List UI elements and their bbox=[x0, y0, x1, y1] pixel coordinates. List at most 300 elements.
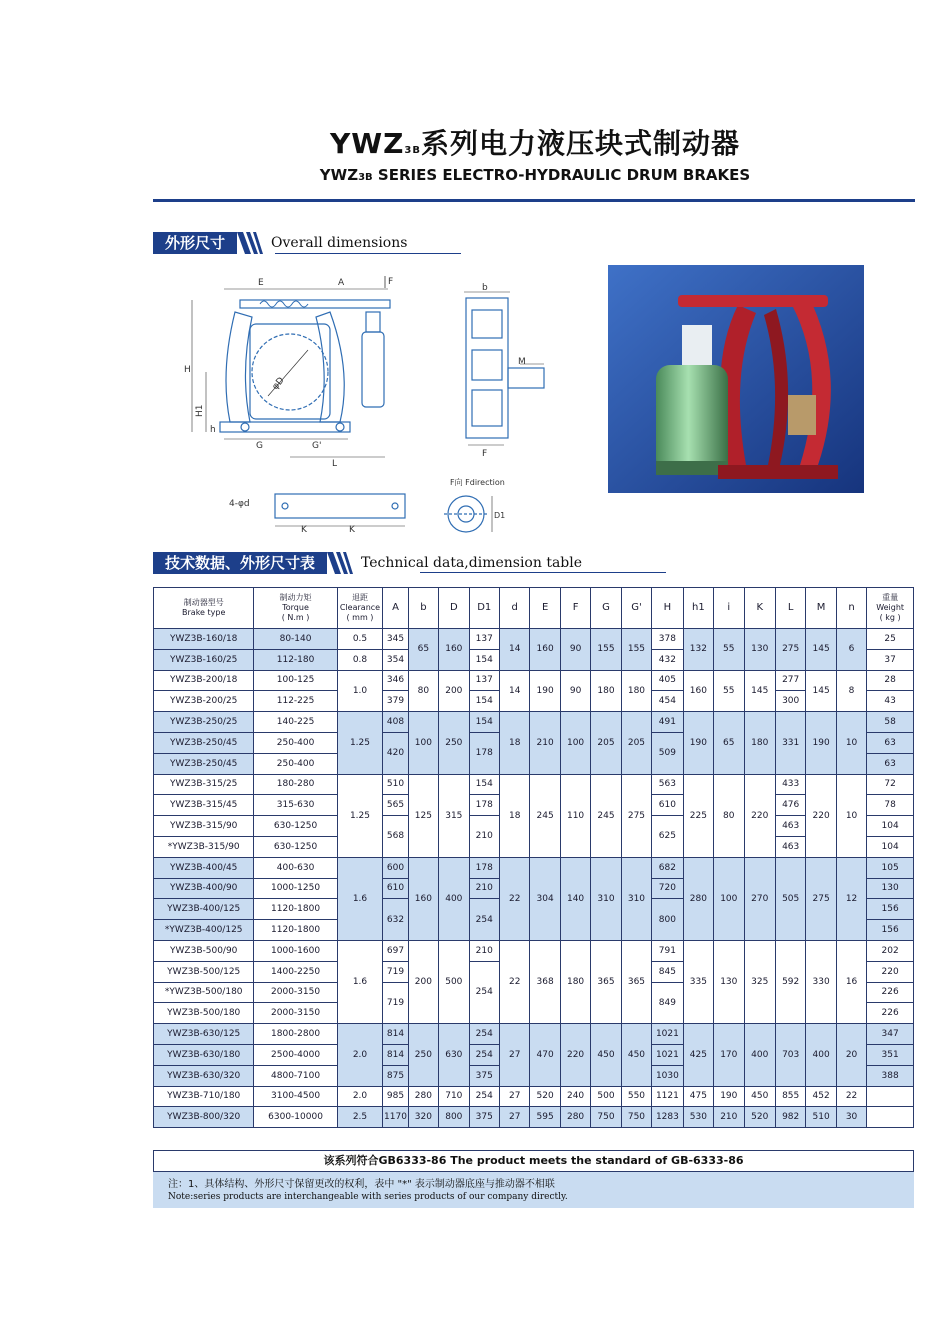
table-cell: 18 bbox=[499, 712, 529, 774]
table-cell: 10 bbox=[836, 712, 866, 774]
table-cell: 245 bbox=[591, 774, 621, 857]
header-A: A bbox=[383, 588, 408, 629]
table-cell: 220 bbox=[806, 774, 836, 857]
table-cell: 814 bbox=[383, 1044, 408, 1065]
table-cell: 280 bbox=[560, 1107, 590, 1128]
table-cell: 180 bbox=[621, 670, 651, 712]
header-D1: D1 bbox=[469, 588, 499, 629]
table-cell: 400-630 bbox=[254, 857, 337, 878]
table-cell: 43 bbox=[867, 691, 914, 712]
table-cell: 27 bbox=[499, 1024, 529, 1086]
label-E: E bbox=[258, 278, 264, 288]
table-cell: YWZ3B-160/18 bbox=[154, 629, 254, 650]
label-M: M bbox=[518, 357, 526, 367]
table-cell: 1.0 bbox=[337, 670, 383, 712]
technical-data-table bbox=[153, 587, 914, 1128]
table-cell: 137 bbox=[469, 629, 499, 650]
label-G: G bbox=[256, 441, 263, 451]
header-text: ( N.m ) bbox=[281, 613, 310, 622]
table-cell: 275 bbox=[621, 774, 651, 857]
table-cell: 178 bbox=[469, 857, 499, 878]
table-row bbox=[154, 857, 914, 878]
table-row bbox=[154, 1107, 914, 1128]
table-cell: 254 bbox=[469, 961, 499, 1023]
table-cell: 160 bbox=[683, 670, 713, 712]
table-cell: 450 bbox=[744, 1086, 775, 1107]
table-cell: 1021 bbox=[652, 1024, 683, 1045]
table-row bbox=[154, 940, 914, 961]
header-text: 制动力矩 bbox=[279, 593, 312, 602]
table-row bbox=[154, 712, 914, 733]
table-cell: 610 bbox=[383, 878, 408, 899]
table-cell: YWZ3B-315/90 bbox=[154, 816, 254, 837]
note-en: Note:series products are interchangeable with series products of our company directly. bbox=[168, 1192, 568, 1202]
table-cell: 335 bbox=[683, 940, 713, 1023]
table-cell: 4800-7100 bbox=[254, 1065, 337, 1086]
table-cell: YWZ3B-250/45 bbox=[154, 753, 254, 774]
table-cell: 568 bbox=[383, 816, 408, 858]
slash-decoration-icon bbox=[237, 232, 263, 254]
table-cell: 160 bbox=[408, 857, 438, 940]
table-cell: 180-280 bbox=[254, 774, 337, 795]
table-cell: YWZ3B-630/180 bbox=[154, 1044, 254, 1065]
table-cell: *YWZ3B-315/90 bbox=[154, 836, 254, 857]
table-header-row bbox=[154, 588, 914, 629]
note-cn: 注：1、具体结构、外形尺寸保留更改的权利，表中 "*" 表示制动器底座与推动器不相联 bbox=[168, 1179, 555, 1190]
table-cell: 1283 bbox=[652, 1107, 683, 1128]
section2-underline bbox=[420, 572, 666, 573]
table-cell: 202 bbox=[867, 940, 914, 961]
section-underline bbox=[275, 253, 461, 254]
table-cell: 250-400 bbox=[254, 753, 337, 774]
table-cell: 2000-3150 bbox=[254, 1003, 337, 1024]
table-cell: 400 bbox=[744, 1024, 775, 1086]
table-cell: 190 bbox=[683, 712, 713, 774]
page-title-cn bbox=[0, 122, 950, 162]
title-cn-model: YWZ bbox=[329, 127, 405, 160]
title-cn-sub: 3B bbox=[404, 145, 422, 156]
table-cell: 315 bbox=[439, 774, 469, 857]
table-cell: 8 bbox=[836, 670, 866, 712]
label-L: L bbox=[332, 459, 338, 469]
table-cell: 178 bbox=[469, 795, 499, 816]
header-clearance bbox=[337, 588, 383, 629]
table-cell: 400 bbox=[439, 857, 469, 940]
table-cell: 156 bbox=[867, 920, 914, 941]
header-D: D bbox=[439, 588, 469, 629]
table-cell: 365 bbox=[591, 940, 621, 1023]
table-cell: 90 bbox=[560, 670, 590, 712]
table-cell: 368 bbox=[530, 940, 560, 1023]
side-view-drawing bbox=[448, 280, 558, 470]
table-cell: 530 bbox=[683, 1107, 713, 1128]
table-cell: 2.0 bbox=[337, 1024, 383, 1086]
table-cell: 2.0 bbox=[337, 1086, 383, 1107]
table-cell: 240 bbox=[560, 1086, 590, 1107]
table-cell: 375 bbox=[469, 1065, 499, 1086]
table-cell: 250 bbox=[439, 712, 469, 774]
table-cell: 405 bbox=[652, 670, 683, 691]
header-i: i bbox=[714, 588, 744, 629]
table-cell: 476 bbox=[775, 795, 805, 816]
table-cell: YWZ3B-710/180 bbox=[154, 1086, 254, 1107]
title-cn-text: 系列电力液压块式制动器 bbox=[421, 127, 741, 160]
table-cell: 400 bbox=[806, 1024, 836, 1086]
table-cell: 140-225 bbox=[254, 712, 337, 733]
label-D: φD bbox=[270, 375, 287, 392]
table-cell: 450 bbox=[591, 1024, 621, 1086]
table-cell: 100 bbox=[408, 712, 438, 774]
header-text: 退距 bbox=[351, 593, 368, 602]
header-brake-type bbox=[154, 588, 254, 629]
table-cell: 25 bbox=[867, 629, 914, 650]
table-cell: 72 bbox=[867, 774, 914, 795]
header-E: E bbox=[530, 588, 560, 629]
table-cell: 345 bbox=[383, 629, 408, 650]
table-cell: 347 bbox=[867, 1024, 914, 1045]
table-cell: 63 bbox=[867, 753, 914, 774]
front-view-drawing bbox=[180, 272, 410, 472]
table-cell: 154 bbox=[469, 691, 499, 712]
table-cell: 595 bbox=[530, 1107, 560, 1128]
table-cell: 550 bbox=[621, 1086, 651, 1107]
table-cell: 22 bbox=[836, 1086, 866, 1107]
table-cell: 500 bbox=[439, 940, 469, 1023]
table-cell: 80-140 bbox=[254, 629, 337, 650]
table-cell: 1.6 bbox=[337, 857, 383, 940]
table-cell: 180 bbox=[591, 670, 621, 712]
table-cell: 388 bbox=[867, 1065, 914, 1086]
table-cell: 520 bbox=[744, 1107, 775, 1128]
table-cell: 470 bbox=[530, 1024, 560, 1086]
section-header-technical bbox=[153, 552, 582, 574]
table-cell: 105 bbox=[867, 857, 914, 878]
table-cell: 180 bbox=[744, 712, 775, 774]
table-cell: 565 bbox=[383, 795, 408, 816]
header-G2: G' bbox=[621, 588, 651, 629]
header-H: H bbox=[652, 588, 683, 629]
f-direction-drawing bbox=[438, 476, 548, 538]
section2-badge-cn: 技术数据、外形尺寸表 bbox=[153, 552, 327, 574]
table-cell: 304 bbox=[530, 857, 560, 940]
section-badge-cn: 外形尺寸 bbox=[153, 232, 237, 254]
table-cell: 55 bbox=[714, 629, 744, 671]
header-M: M bbox=[806, 588, 836, 629]
table-cell: 452 bbox=[806, 1086, 836, 1107]
section2-title-en: Technical data,dimension table bbox=[361, 555, 583, 571]
table-cell: 1120-1800 bbox=[254, 899, 337, 920]
table-cell: 210 bbox=[714, 1107, 744, 1128]
table-cell: 254 bbox=[469, 1044, 499, 1065]
table-cell: 170 bbox=[714, 1024, 744, 1086]
table-cell: 330 bbox=[806, 940, 836, 1023]
table-cell: 6300-10000 bbox=[254, 1107, 337, 1128]
table-cell: 855 bbox=[775, 1086, 805, 1107]
table-cell: 154 bbox=[469, 712, 499, 733]
table-cell: 226 bbox=[867, 982, 914, 1003]
table-cell: 156 bbox=[867, 899, 914, 920]
table-cell: 275 bbox=[806, 857, 836, 940]
table-cell: 30 bbox=[836, 1107, 866, 1128]
table-cell: 1030 bbox=[652, 1065, 683, 1086]
table-cell: 80 bbox=[714, 774, 744, 857]
table-cell: 463 bbox=[775, 836, 805, 857]
table-cell: 14 bbox=[499, 670, 529, 712]
table-cell: 55 bbox=[714, 670, 744, 712]
table-cell: 630 bbox=[439, 1024, 469, 1086]
table-cell: 210 bbox=[530, 712, 560, 774]
table-cell: 28 bbox=[867, 670, 914, 691]
header-b: b bbox=[408, 588, 438, 629]
table-cell: 254 bbox=[469, 899, 499, 941]
table-cell: 220 bbox=[560, 1024, 590, 1086]
table-cell: YWZ3B-250/45 bbox=[154, 732, 254, 753]
table-cell: 130 bbox=[714, 940, 744, 1023]
label-F-side: F bbox=[482, 449, 488, 459]
table-cell: 610 bbox=[652, 795, 683, 816]
table-cell: 130 bbox=[744, 629, 775, 671]
table-cell: 155 bbox=[591, 629, 621, 671]
table-cell: 800 bbox=[652, 899, 683, 941]
page-title-en bbox=[0, 166, 950, 184]
base-plan-drawing bbox=[225, 486, 415, 536]
header-L: L bbox=[775, 588, 805, 629]
label-h: h bbox=[210, 425, 216, 435]
table-cell: 315-630 bbox=[254, 795, 337, 816]
table-cell: 425 bbox=[683, 1024, 713, 1086]
table-cell: 160 bbox=[530, 629, 560, 671]
table-cell: 254 bbox=[469, 1024, 499, 1045]
table-row bbox=[154, 774, 914, 795]
table-cell: 145 bbox=[744, 670, 775, 712]
table-cell: 277 bbox=[775, 670, 805, 691]
table-cell: YWZ3B-400/90 bbox=[154, 878, 254, 899]
table-cell: 632 bbox=[383, 899, 408, 941]
table-cell: 270 bbox=[744, 857, 775, 940]
table-cell: 37 bbox=[867, 649, 914, 670]
table-cell: YWZ3B-160/25 bbox=[154, 649, 254, 670]
table-cell: 563 bbox=[652, 774, 683, 795]
table-cell: 710 bbox=[439, 1086, 469, 1107]
table-cell: 180 bbox=[560, 940, 590, 1023]
table-cell: 6 bbox=[836, 629, 866, 671]
table-cell: 0.8 bbox=[337, 649, 383, 670]
table-cell: 354 bbox=[383, 649, 408, 670]
header-text: ( kg ) bbox=[879, 613, 901, 622]
table-cell: 20 bbox=[836, 1024, 866, 1086]
table-cell: 154 bbox=[469, 649, 499, 670]
table-cell: 1021 bbox=[652, 1044, 683, 1065]
table-cell: 300 bbox=[775, 691, 805, 712]
table-cell: 800 bbox=[439, 1107, 469, 1128]
table-cell: 132 bbox=[683, 629, 713, 671]
table-cell: 310 bbox=[621, 857, 651, 940]
table-cell: 849 bbox=[652, 982, 683, 1024]
table-cell: 682 bbox=[652, 857, 683, 878]
table-cell: 703 bbox=[775, 1024, 805, 1086]
table-cell: 510 bbox=[806, 1107, 836, 1128]
table-cell: YWZ3B-630/125 bbox=[154, 1024, 254, 1045]
table-cell: 408 bbox=[383, 712, 408, 733]
table-cell: 112-225 bbox=[254, 691, 337, 712]
table-cell: 14 bbox=[499, 629, 529, 671]
table-cell: 1170 bbox=[383, 1107, 408, 1128]
table-cell: 27 bbox=[499, 1086, 529, 1107]
table-cell: 750 bbox=[621, 1107, 651, 1128]
table-cell: 3100-4500 bbox=[254, 1086, 337, 1107]
title-divider bbox=[153, 199, 915, 202]
table-cell: 378 bbox=[652, 629, 683, 650]
table-cell: 2000-3150 bbox=[254, 982, 337, 1003]
table-cell: 1.6 bbox=[337, 940, 383, 1023]
table-cell: 310 bbox=[591, 857, 621, 940]
table-cell: 280 bbox=[683, 857, 713, 940]
table-cell: 90 bbox=[560, 629, 590, 671]
table-cell: 351 bbox=[867, 1044, 914, 1065]
label-b: b bbox=[482, 283, 488, 293]
table-cell: 210 bbox=[469, 940, 499, 961]
table-cell: 210 bbox=[469, 878, 499, 899]
table-cell: 78 bbox=[867, 795, 914, 816]
label-D1: D1 bbox=[494, 511, 506, 520]
slash-decoration-icon bbox=[327, 552, 353, 574]
table-cell: 320 bbox=[408, 1107, 438, 1128]
table-cell: 814 bbox=[383, 1024, 408, 1045]
table-cell: 100 bbox=[560, 712, 590, 774]
table-cell: 210 bbox=[469, 816, 499, 858]
label-F: F bbox=[388, 277, 394, 287]
table-cell: 697 bbox=[383, 940, 408, 961]
table-cell: 125 bbox=[408, 774, 438, 857]
table-cell: 1400-2250 bbox=[254, 961, 337, 982]
table-cell: YWZ3B-500/90 bbox=[154, 940, 254, 961]
header-text: ( mm ) bbox=[346, 613, 374, 622]
label-K1: K bbox=[301, 525, 307, 535]
table-cell: 500 bbox=[591, 1086, 621, 1107]
section-header-dimensions bbox=[153, 232, 407, 254]
table-cell: 254 bbox=[469, 1086, 499, 1107]
table-cell: 140 bbox=[560, 857, 590, 940]
table-cell: YWZ3B-800/320 bbox=[154, 1107, 254, 1128]
section-title-en: Overall dimensions bbox=[271, 235, 408, 251]
table-cell: *YWZ3B-400/125 bbox=[154, 920, 254, 941]
table-cell: 226 bbox=[867, 1003, 914, 1024]
table-cell: YWZ3B-500/125 bbox=[154, 961, 254, 982]
table-cell: 432 bbox=[652, 649, 683, 670]
table-cell: 22 bbox=[499, 940, 529, 1023]
table-cell: 982 bbox=[775, 1107, 805, 1128]
label-fdir: F向 Fdirection bbox=[450, 478, 505, 487]
product-photo bbox=[608, 265, 864, 493]
table-cell: 719 bbox=[383, 961, 408, 982]
table-cell: 1.25 bbox=[337, 774, 383, 857]
header-text: Clearance bbox=[339, 603, 381, 612]
table-cell: 16 bbox=[836, 940, 866, 1023]
table-cell: 0.5 bbox=[337, 629, 383, 650]
table-row bbox=[154, 629, 914, 650]
table-cell: YWZ3B-315/45 bbox=[154, 795, 254, 816]
table-cell: 1.25 bbox=[337, 712, 383, 774]
table-cell: 280 bbox=[408, 1086, 438, 1107]
table-cell: 719 bbox=[383, 982, 408, 1024]
header-weight bbox=[867, 588, 914, 629]
table-cell: 625 bbox=[652, 816, 683, 858]
table-cell: 720 bbox=[652, 878, 683, 899]
table-cell: 27 bbox=[499, 1107, 529, 1128]
table-cell: 205 bbox=[621, 712, 651, 774]
table-cell: 491 bbox=[652, 712, 683, 733]
table-cell: 379 bbox=[383, 691, 408, 712]
table-cell: 1120-1800 bbox=[254, 920, 337, 941]
table-cell: 325 bbox=[744, 940, 775, 1023]
header-text: Torque bbox=[282, 603, 309, 612]
table-cell: 600 bbox=[383, 857, 408, 878]
table-cell: 450 bbox=[621, 1024, 651, 1086]
header-G: G bbox=[591, 588, 621, 629]
table-cell: YWZ3B-400/45 bbox=[154, 857, 254, 878]
table-cell: 178 bbox=[469, 732, 499, 774]
header-text: Weight bbox=[876, 603, 905, 612]
header-K: K bbox=[744, 588, 775, 629]
table-cell: 250 bbox=[408, 1024, 438, 1086]
table-cell: YWZ3B-250/25 bbox=[154, 712, 254, 733]
table-cell: 463 bbox=[775, 816, 805, 837]
table-cell: 845 bbox=[652, 961, 683, 982]
table-cell: 2.5 bbox=[337, 1107, 383, 1128]
table-cell: 145 bbox=[806, 629, 836, 671]
table-cell: 420 bbox=[383, 732, 408, 774]
table-cell: 200 bbox=[408, 940, 438, 1023]
table-cell: 160 bbox=[439, 629, 469, 671]
label-A: A bbox=[338, 278, 345, 288]
table-cell: 245 bbox=[530, 774, 560, 857]
table-cell: 65 bbox=[408, 629, 438, 671]
table-cell: YWZ3B-630/320 bbox=[154, 1065, 254, 1086]
table-cell: 104 bbox=[867, 836, 914, 857]
table-cell: 112-180 bbox=[254, 649, 337, 670]
table-cell: 220 bbox=[744, 774, 775, 857]
table-cell: 520 bbox=[530, 1086, 560, 1107]
table-cell: YWZ3B-400/125 bbox=[154, 899, 254, 920]
table-cell: 18 bbox=[499, 774, 529, 857]
table-cell: 100-125 bbox=[254, 670, 337, 691]
table-cell: 190 bbox=[806, 712, 836, 774]
table-cell: 220 bbox=[867, 961, 914, 982]
table-cell: 58 bbox=[867, 712, 914, 733]
table-cell: 80 bbox=[408, 670, 438, 712]
table-row bbox=[154, 1086, 914, 1107]
table-cell: 375 bbox=[469, 1107, 499, 1128]
table-cell: 100 bbox=[714, 857, 744, 940]
label-holes: 4-φd bbox=[229, 499, 250, 509]
table-cell: 154 bbox=[469, 774, 499, 795]
table-cell: 510 bbox=[383, 774, 408, 795]
table-cell: 1800-2800 bbox=[254, 1024, 337, 1045]
table-row bbox=[154, 670, 914, 691]
table-row bbox=[154, 1024, 914, 1045]
table-cell: 791 bbox=[652, 940, 683, 961]
table-cell: 12 bbox=[836, 857, 866, 940]
table-cell: 985 bbox=[383, 1086, 408, 1107]
header-text: 制动器型号 bbox=[183, 598, 224, 607]
table-cell: YWZ3B-500/180 bbox=[154, 1003, 254, 1024]
header-text: Brake type bbox=[182, 608, 226, 617]
table-cell: 1000-1600 bbox=[254, 940, 337, 961]
table-cell: 505 bbox=[775, 857, 805, 940]
table-cell: 1121 bbox=[652, 1086, 683, 1107]
table-cell: 875 bbox=[383, 1065, 408, 1086]
table-cell: 250-400 bbox=[254, 732, 337, 753]
